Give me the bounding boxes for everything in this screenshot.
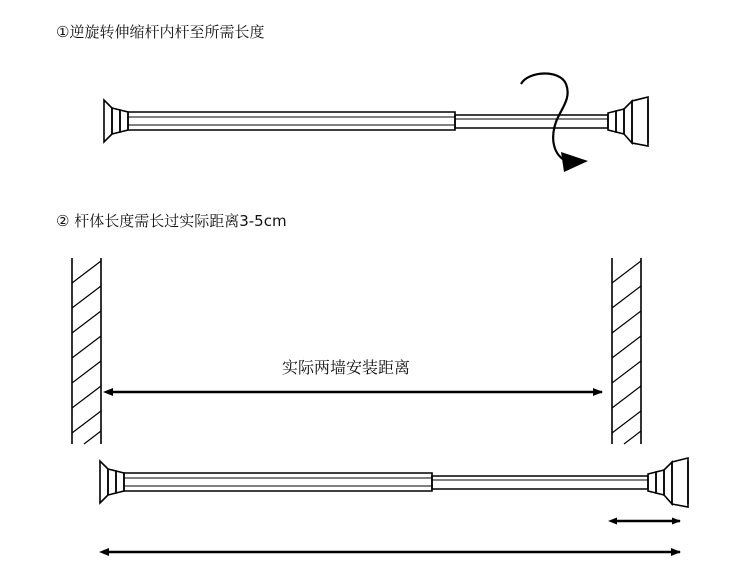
rod2-outer-tube <box>124 473 432 491</box>
rod-left-collar <box>112 108 120 134</box>
rod-left-ring <box>120 110 128 132</box>
rod2-left-collar <box>108 469 116 495</box>
rod-left-endcap <box>104 100 112 142</box>
wall-right <box>612 258 641 444</box>
rod2-right-ring <box>648 472 656 493</box>
rod2-right-knob <box>672 458 688 507</box>
wall-left <box>72 258 101 444</box>
rod2-left-endcap <box>100 461 108 503</box>
step-2-caption: ② 杆体长度需长过实际距离3-5cm <box>56 212 287 230</box>
rod-outer-tube <box>128 112 455 130</box>
rotation-arrow-head <box>561 152 588 172</box>
rod-right-ring <box>608 111 616 132</box>
step-1-rod-illustration <box>104 97 648 146</box>
rod2-right-endcap <box>664 462 672 504</box>
rod2-inner-tube <box>432 476 648 489</box>
wall-distance-label: 实际两墙安装距离 <box>282 358 411 377</box>
rod-right-knob <box>632 97 648 146</box>
rod2-right-collar <box>656 470 664 495</box>
rotation-arrow-path <box>521 73 568 160</box>
rod-inner-tube <box>455 115 608 128</box>
rotation-arrow-icon <box>521 73 588 172</box>
rod2-left-ring <box>116 471 124 493</box>
step-2-rod-illustration <box>100 458 688 507</box>
rod-right-collar <box>616 109 624 134</box>
step-1-caption: ①逆旋转伸缩杆内杆至所需长度 <box>56 23 265 41</box>
rod-right-endcap <box>624 101 632 143</box>
